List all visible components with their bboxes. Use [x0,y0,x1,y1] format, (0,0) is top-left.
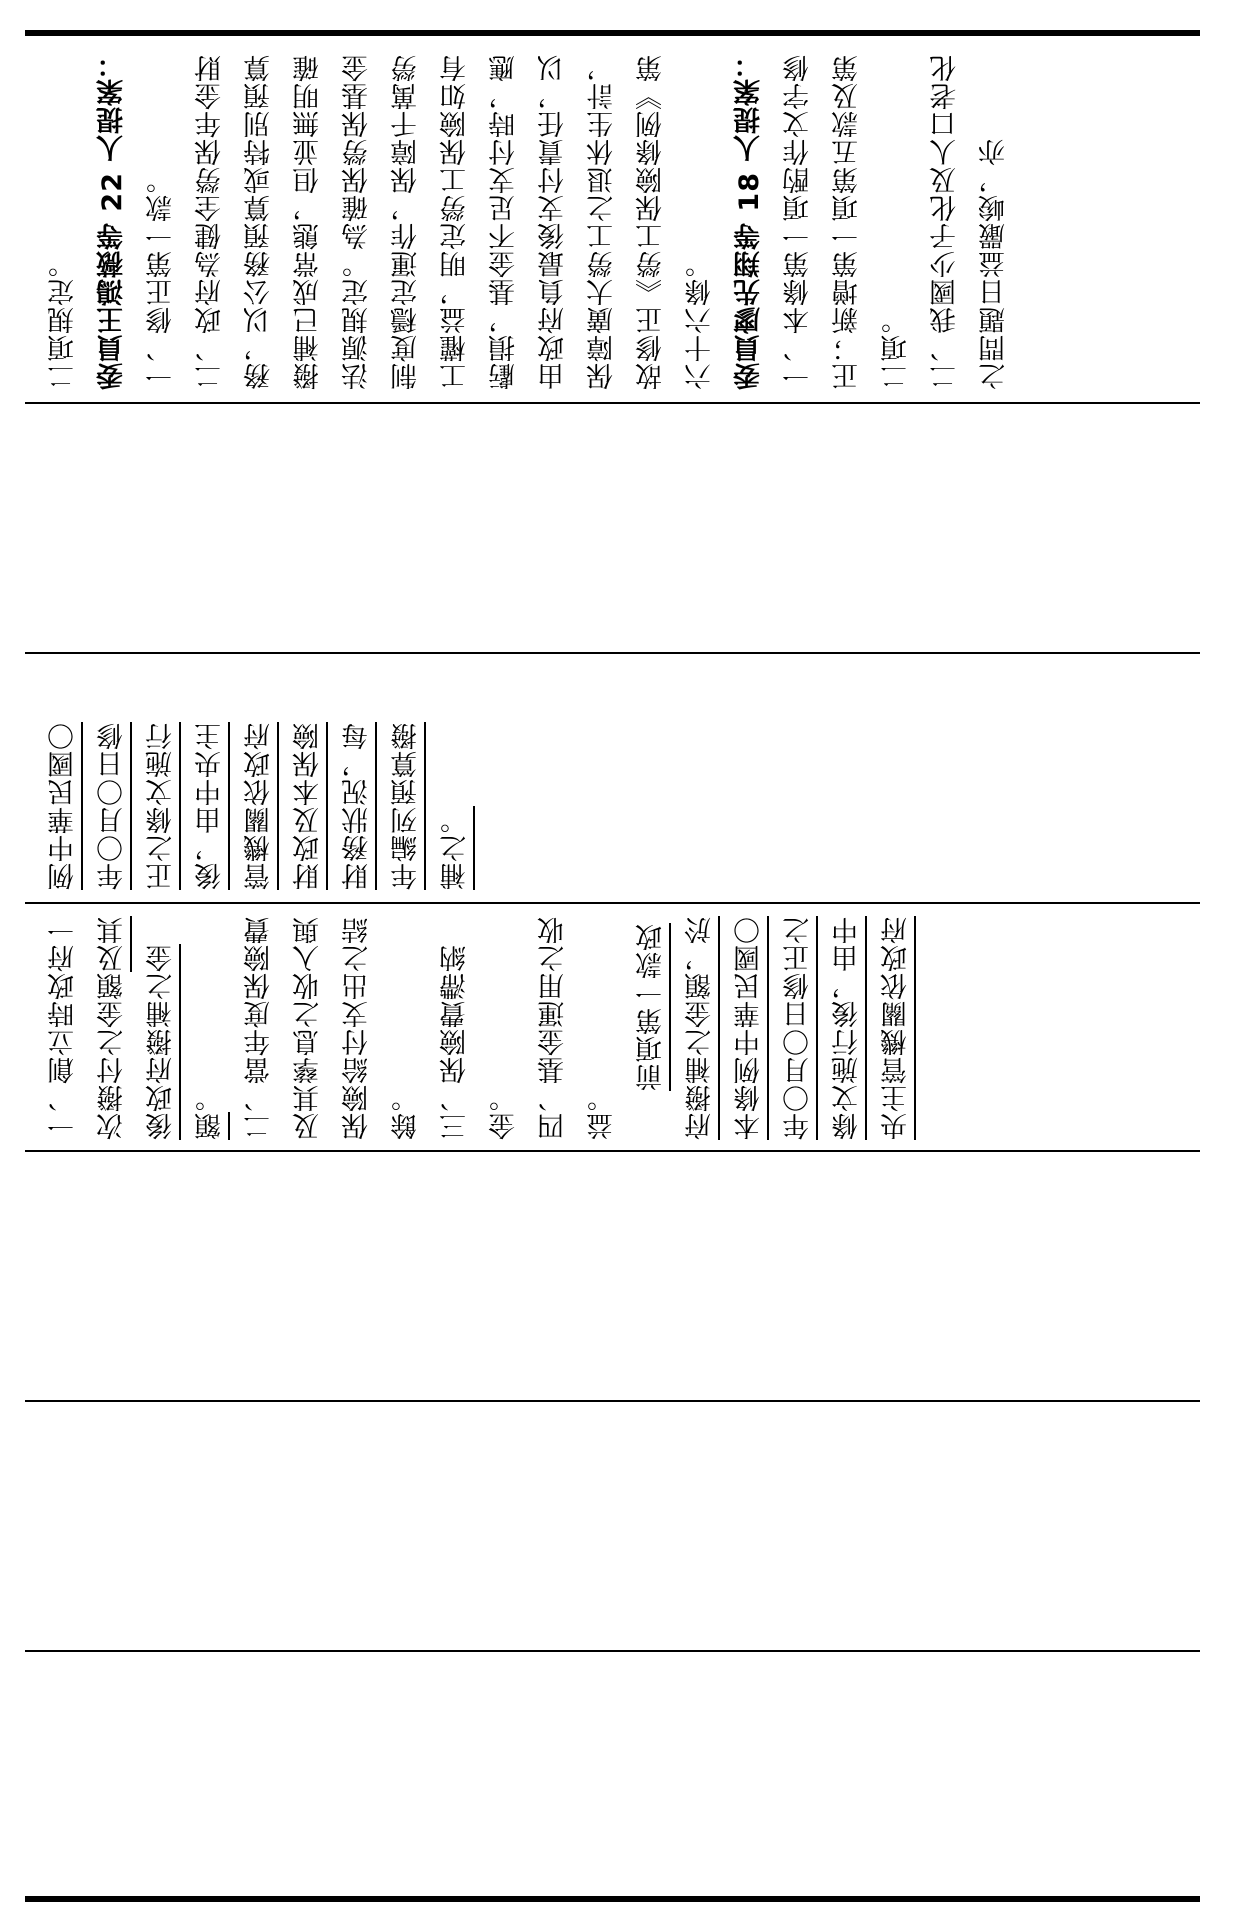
continuation-line-5: 管機關依政府 [244,722,275,890]
explanation-wang-2: 二、政府為健全勞保年金財務，以公務預算或特別預算撥補已成常態，但並無明確法源規定。為確保勞保基金制度穩定運作，保障千萬勞工權益，明定勞工保險如有虧損，基金不足支付時，應由政府負最後支付責任，以保障廣大勞工之退休生計，故修正《勞工保險條例》第六十六條。 [195,54,716,390]
item-3: 三、保險費滯納金。 [440,944,520,1140]
item-subsidy-paragraph: 前項第一款政府撥補之金額，於本條例中華民國〇年〇月〇日修正之條文施行後，由中央主管機關依政府 [636,916,912,1140]
row-divider-2 [25,652,1200,654]
continuation-line-9: 補之。 [440,806,471,890]
item-4: 四、基金運用之收益。 [538,916,618,1140]
top-rule [25,30,1200,36]
continuation-line-4: 後，由中央主 [195,722,226,890]
row-divider-1 [25,402,1200,404]
proposed-article-continuation [25,660,1200,895]
proposed-article-items [25,910,1200,1145]
row-divider-6 [25,1650,1200,1652]
continuation-line-7: 財務狀況，每 [342,722,373,890]
explanation-section [25,40,1200,395]
row-divider-4 [25,1150,1200,1152]
item-2: 二、當年度保險費及其孳息之收入與保險給付支出之結餘。 [244,916,422,1140]
explanation-wang-1: 一、修正第一款。 [146,166,177,390]
proposal-heading-liao: 委員廖先翔等 18 人提案： [734,49,765,390]
continuation-line-8: 年編列預算撥 [391,722,422,890]
row-divider-5 [25,1400,1200,1402]
row-divider-3 [25,902,1200,904]
bottom-rule [25,1896,1200,1902]
continuation-line-3: 正之條文施行 [146,722,177,890]
continuation-line-1: 例中華民國〇 [48,722,79,890]
continuation-line-2: 年〇月〇日修 [97,722,128,890]
item-1: 一、創立時政府一次撥付之金額及其後政府撥補之金額。 [48,916,226,1140]
explanation-prev-tail: 二項規定。 [48,250,79,390]
explanation-liao-2: 二、我國少子化及人口老化之問題日益嚴峻，亦 [930,54,1010,390]
explanation-liao-1: 一、本條第一項酌作文字修正；新增第一項第五款及第二項。 [783,54,912,390]
continuation-line-6: 財政及本保險 [293,722,324,890]
proposal-heading-wang: 委員王鴻薇等 22 人提案： [97,49,128,390]
